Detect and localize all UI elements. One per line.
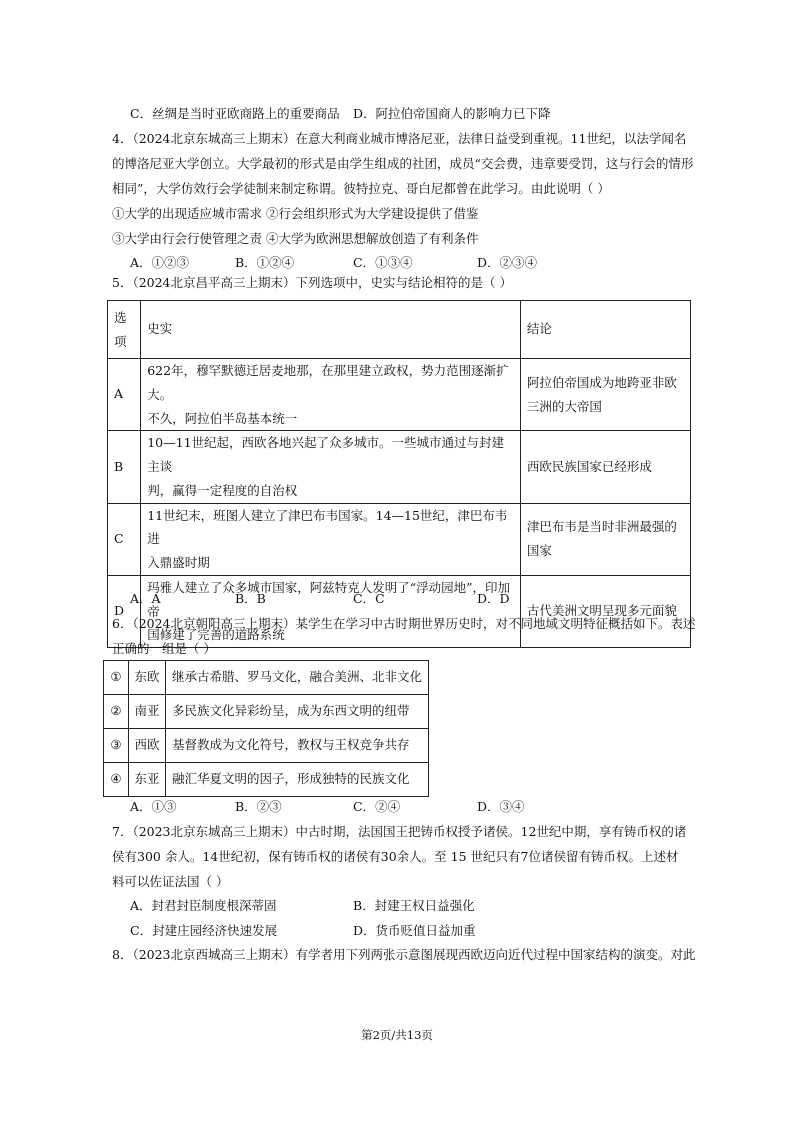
q5-header-conclusion: 结论 bbox=[520, 301, 690, 359]
table-row bbox=[108, 503, 691, 575]
q6-row-3-desc: 基督教成为文化符号，教权与王权竞争共存 bbox=[166, 729, 429, 763]
q6-row-4-region: 东亚 bbox=[129, 763, 166, 797]
q5-option-d: D．D bbox=[477, 591, 510, 606]
table-row bbox=[108, 359, 691, 431]
q6-row-2-region: 南亚 bbox=[129, 695, 166, 729]
q3-option-d: D．阿拉伯帝国商人的影响力已下降 bbox=[353, 106, 551, 121]
q6-row-4-num: ④ bbox=[104, 763, 129, 797]
q5-row-a-fact: 622年，穆罕默德迁居麦地那，在那里建立政权，势力范围逐渐扩大。 不久，阿拉伯半岛基本统一 bbox=[141, 359, 521, 431]
q4-stem-line-2: 的博洛尼亚大学创立。大学最初的形式是由学生组成的社团，成员“交会费，违章要受罚，这与行会的情形 bbox=[112, 156, 694, 171]
table-row bbox=[108, 575, 691, 647]
q6-row-3-region: 西欧 bbox=[129, 729, 166, 763]
q5-row-c-conclusion: 津巴布韦是当时非洲最强的 国家 bbox=[520, 503, 690, 575]
q5-option-c: C．C bbox=[353, 591, 385, 606]
q6-row-1-desc: 继承古希腊、罗马文化，融合美洲、北非文化 bbox=[166, 661, 429, 695]
q6-row-3-num: ③ bbox=[104, 729, 129, 763]
q7-option-c: C．封建庄园经济快速发展 bbox=[130, 923, 278, 938]
q5-row-b-option: B bbox=[108, 431, 141, 503]
q6-table bbox=[103, 660, 429, 797]
q6-option-d: D．③④ bbox=[477, 799, 525, 814]
q5-option-b: B．B bbox=[235, 591, 266, 606]
q5-row-d-conclusion: 古代美洲文明呈现多元面貌 bbox=[520, 575, 690, 647]
q6-option-a: A．①③ bbox=[130, 799, 177, 814]
q5-header-option: 选 项 bbox=[108, 301, 141, 359]
page-number: 第2页/共13页 bbox=[361, 1028, 433, 1042]
q4-options bbox=[0, 257, 794, 273]
q5-row-d-fact: 玛雅人建立了众多城市国家，阿兹特克人发明了“浮动园地”，印加帝 国修建了完善的道路系统 bbox=[141, 575, 521, 647]
q4-stem-line-1: 4．（2024北京东城高三上期末）在意大利商业城市博洛尼亚，法律日益受到重视。11世纪，以法学闻名 bbox=[112, 131, 687, 146]
q5-table-header bbox=[108, 301, 691, 359]
q5-option-a: A．A bbox=[130, 591, 161, 606]
q6-row-2-desc: 多民族文化异彩纷呈，成为东西文明的纽带 bbox=[166, 695, 429, 729]
q7-stem-line-3: 料可以佐证法国（ ） bbox=[112, 874, 229, 889]
q6-stem-line-1: 6．（2024北京朝阳高三上期末）某学生在学习中古时期世界历史时，对不同地域文明特征概括如下。表述 bbox=[112, 616, 696, 631]
q7-option-d: D．货币贬值日益加重 bbox=[353, 923, 476, 938]
table-row bbox=[104, 695, 429, 729]
q5-options bbox=[0, 593, 794, 609]
q4-option-a: A．①②③ bbox=[130, 255, 190, 270]
q5-row-c-option: C bbox=[108, 503, 141, 575]
q5-row-a-option: A bbox=[108, 359, 141, 431]
table-row bbox=[104, 729, 429, 763]
q5-row-a-conclusion: 阿拉伯帝国成为地跨亚非欧 三洲的大帝国 bbox=[520, 359, 690, 431]
q7-stem-line-1: 7．（2023北京东城高三上期末）中古时期，法国国王把铸币权授予诸侯。12世纪中期，享有铸币权的诸 bbox=[112, 824, 687, 839]
q4-option-d: D．②③④ bbox=[477, 255, 538, 270]
q4-statement-line-1: ①大学的出现适应城市需求 ②行会组织形式为大学建设提供了借鉴 bbox=[112, 206, 479, 221]
table-row bbox=[104, 661, 429, 695]
q7-option-b: B．封建王权日益强化 bbox=[353, 898, 475, 913]
table-row bbox=[104, 763, 429, 797]
q5-row-d-option: D bbox=[108, 575, 141, 647]
q4-option-b: B．①②④ bbox=[235, 255, 295, 270]
q3-option-c: C．丝绸是当时亚欧商路上的重要商品 bbox=[130, 106, 340, 121]
q4-option-c: C．①③④ bbox=[353, 255, 413, 270]
q6-stem-line-2: 正确的一组是（ ） bbox=[112, 641, 216, 656]
q5-stem: 5．（2024北京昌平高三上期末）下列选项中，史实与结论相符的是（ ） bbox=[112, 275, 512, 290]
q6-row-2-num: ② bbox=[104, 695, 129, 729]
q6-row-1-region: 东欧 bbox=[129, 661, 166, 695]
q6-option-b: B．②③ bbox=[235, 799, 282, 814]
q5-row-b-conclusion: 西欧民族国家已经形成 bbox=[520, 431, 690, 503]
q6-options bbox=[0, 801, 794, 817]
q6-option-c: C．②④ bbox=[353, 799, 401, 814]
q8-stem-line-1: 8．（2023北京西城高三上期末）有学者用下列两张示意图展现西欧迈向近代过程中国家结构的演变。对此 bbox=[112, 947, 696, 962]
q4-statement-line-2: ③大学由行会行使管理之责 ④大学为欧洲思想解放创造了有利条件 bbox=[112, 231, 479, 246]
table-row bbox=[108, 431, 691, 503]
q5-row-c-fact: 11世纪末，班图人建立了津巴布韦国家。14—15世纪，津巴布韦进 入鼎盛时期 bbox=[141, 503, 521, 575]
q7-stem-line-2: 侯有300 余人。14世纪初，保有铸币权的诸侯有30余人。至 15 世纪只有7位诸侯留有铸币权。上述材 bbox=[112, 849, 679, 864]
q7-option-a: A．封君封臣制度根深蒂固 bbox=[130, 898, 277, 913]
q5-header-fact: 史实 bbox=[141, 301, 521, 359]
q4-stem-line-3: 相同”，大学仿效行会学徒制来制定称谓。彼特拉克、哥白尼都曾在此学习。由此说明（ ） bbox=[112, 181, 610, 196]
q5-row-b-fact: 10—11世纪起，西欧各地兴起了众多城市。一些城市通过与封建主谈 判，赢得一定程度的自治权 bbox=[141, 431, 521, 503]
q6-row-4-desc: 融汇华夏文明的因子，形成独特的民族文化 bbox=[166, 763, 429, 797]
q6-row-1-num: ① bbox=[104, 661, 129, 695]
